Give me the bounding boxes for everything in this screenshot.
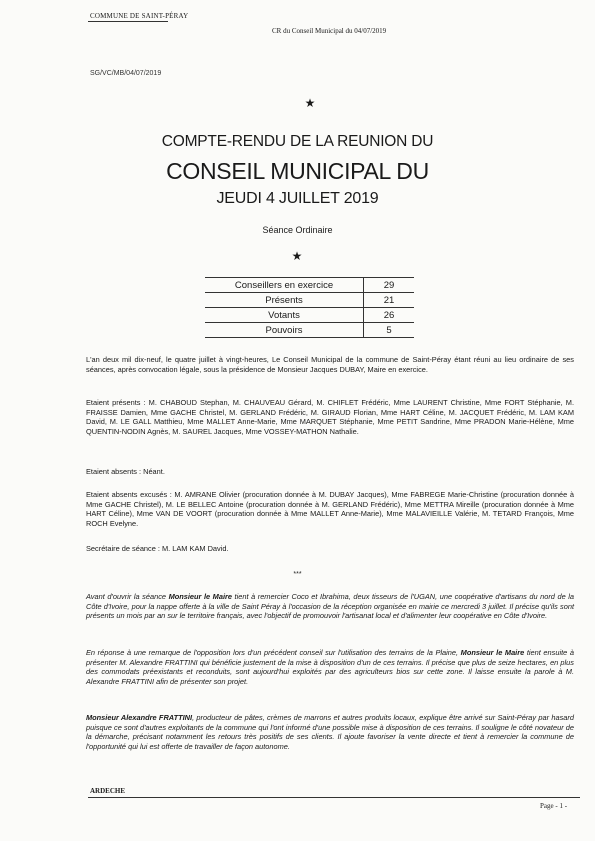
- speaker-name: Monsieur le Maire: [460, 648, 525, 657]
- paragraph-opening-remarks: [86, 592, 574, 621]
- table-row: [205, 308, 414, 323]
- session-type: Séance Ordinaire: [262, 225, 333, 235]
- footer-department: ARDECHE: [90, 787, 126, 795]
- title-line-1: COMPTE-RENDU DE LA REUNION DU: [161, 133, 434, 150]
- count-value: 21: [364, 293, 415, 308]
- paragraph-text: tient ensuite à présenter M. Alexandre FRATTINI qui bénéficie justement de la mise à disposition d'un de ces terrains. Il précise que plus de seize hectares, en plus des commodats préexistants et reconduits, sont aujourd'hui exploités par des agriculteurs bios sur cette zone. Il laisse ensuite la parole à M. Alexandre FRATTINI afin de présenter son projet.: [86, 648, 574, 686]
- paragraph-text: tient à remercier Coco et Ibrahima, deux tisseurs de l'UGAN, une coopérative d'artisans du nord de la Côte d'Ivoire, pour la nappe offerte à la ville de Saint Péray à l'occasion de la réception organisée en mairie ce mercredi 3 juillet. Il précise qu'ils sont présents un mois par an sur le territoire français, avec l'objectif de promouvoir l'artisanat local et d'alimenter leur coopérative en Côte d'Ivoire.: [86, 592, 574, 621]
- title-line-3: JEUDI 4 JUILLET 2019: [216, 190, 379, 207]
- footer-divider: [88, 797, 580, 798]
- section-separator: ***: [293, 571, 302, 578]
- table-row: [205, 278, 414, 293]
- paragraph-text: En réponse à une remarque de l'opposition lors d'un précédent conseil sur l'utilisation des terrains de la Plaine,: [86, 648, 461, 657]
- page-number: Page - 1 -: [540, 802, 568, 810]
- paragraph-text: Avant d'ouvrir la séance: [86, 592, 169, 601]
- count-value: 5: [364, 323, 415, 338]
- paragraph-land-use: [86, 648, 574, 686]
- present-members: Etaient présents : M. CHABOUD Stephan, M. CHAUVEAU Gérard, M. CHIFLET Frédéric, Mme LAURENT Christine, Mme FORT Stéphanie, M. FRAISSE Damien, Mme GACHE Christel, M. GERLAND Frédéric, M. GIRAUD Florian, Mme HART Céline, M. JACQUET Frédéric, M. LAM KAM David, M. LE GALL Matthieu, Mme MALLET Anne-Marie, Mme MARQUET Stéphanie, Mme PETIT Sandrine, Mme PRADON Marie-Hélène, Mme QUENTIN-NODIN Agnès, M. SAUREL Jacques, Mme VOSSEY-MATHON Nathalie.: [86, 398, 574, 436]
- table-row: [205, 293, 414, 308]
- star-icon: ★: [304, 96, 316, 110]
- star-icon: ★: [291, 249, 303, 263]
- header-document-ref: CR du Conseil Municipal du 04/07/2019: [272, 27, 387, 35]
- speaker-name: Monsieur le Maire: [168, 592, 232, 601]
- paragraph-frattini-presentation: [86, 713, 574, 751]
- header-divider: [88, 21, 168, 22]
- header-commune: COMMUNE DE SAINT-PÉRAY: [90, 12, 189, 20]
- intro-paragraph: L'an deux mil dix-neuf, le quatre juillet à vingt-heures, Le Conseil Municipal de la commune de Saint-Péray étant réuni au lieu ordinaire de ses séances, après convocation légale, sous la présidence de Monsieur Jacques DUBAY, Maire en exercice.: [86, 355, 574, 374]
- absent-members: Etaient absents : Néant.: [86, 467, 165, 476]
- title-line-2: CONSEIL MUNICIPAL DU: [166, 158, 429, 184]
- count-label: Votants: [268, 309, 300, 321]
- count-label: Conseillers en exercice: [234, 279, 334, 291]
- count-label: Présents: [265, 294, 303, 306]
- paragraph-text: , producteur de pâtes, crèmes de marrons et autres produits locaux, explique être arrivé sur Saint-Péray par hasard puisque ce sont d'autres exploitants de la commune qui l'ont informé d'une possible mise à disposition de ces terrains. Il souligne le côté novateur de la démarche, précisant notamment les retours très positifs de ses clients. Il ajoute favoriser la vente directe et tient à remercier la commune de l'opportunité qui lui est offerte de travailler de façon autonome.: [86, 713, 574, 751]
- count-value: 26: [364, 308, 415, 323]
- speaker-name: Monsieur Alexandre FRATTINI: [86, 713, 193, 722]
- document-reference: SG/VC/MB/04/07/2019: [90, 70, 162, 77]
- attendance-table: [205, 277, 414, 338]
- count-label: Pouvoirs: [265, 324, 303, 336]
- excused-members: Etaient absents excusés : M. AMRANE Olivier (procuration donnée à M. DUBAY Jacques), Mme FABREGE Marie-Christine (procuration donnée à Mme GACHE Christel), M. LE BELLEC Antoine (procuration donnée à M. GERLAND Frédéric), Mme METTRA Mireille (procuration donnée à Mme HART Céline), Mme VAN DE VOORT (procuration donnée à Mme MALLET Anne-Marie), Mme MALAVIEILLE Valérie, M. TETARD François, Mme ROCH Evelyne.: [86, 490, 574, 528]
- count-value: 29: [364, 278, 415, 293]
- session-secretary: Secrétaire de séance : M. LAM KAM David.: [86, 544, 229, 553]
- table-row: [205, 323, 414, 338]
